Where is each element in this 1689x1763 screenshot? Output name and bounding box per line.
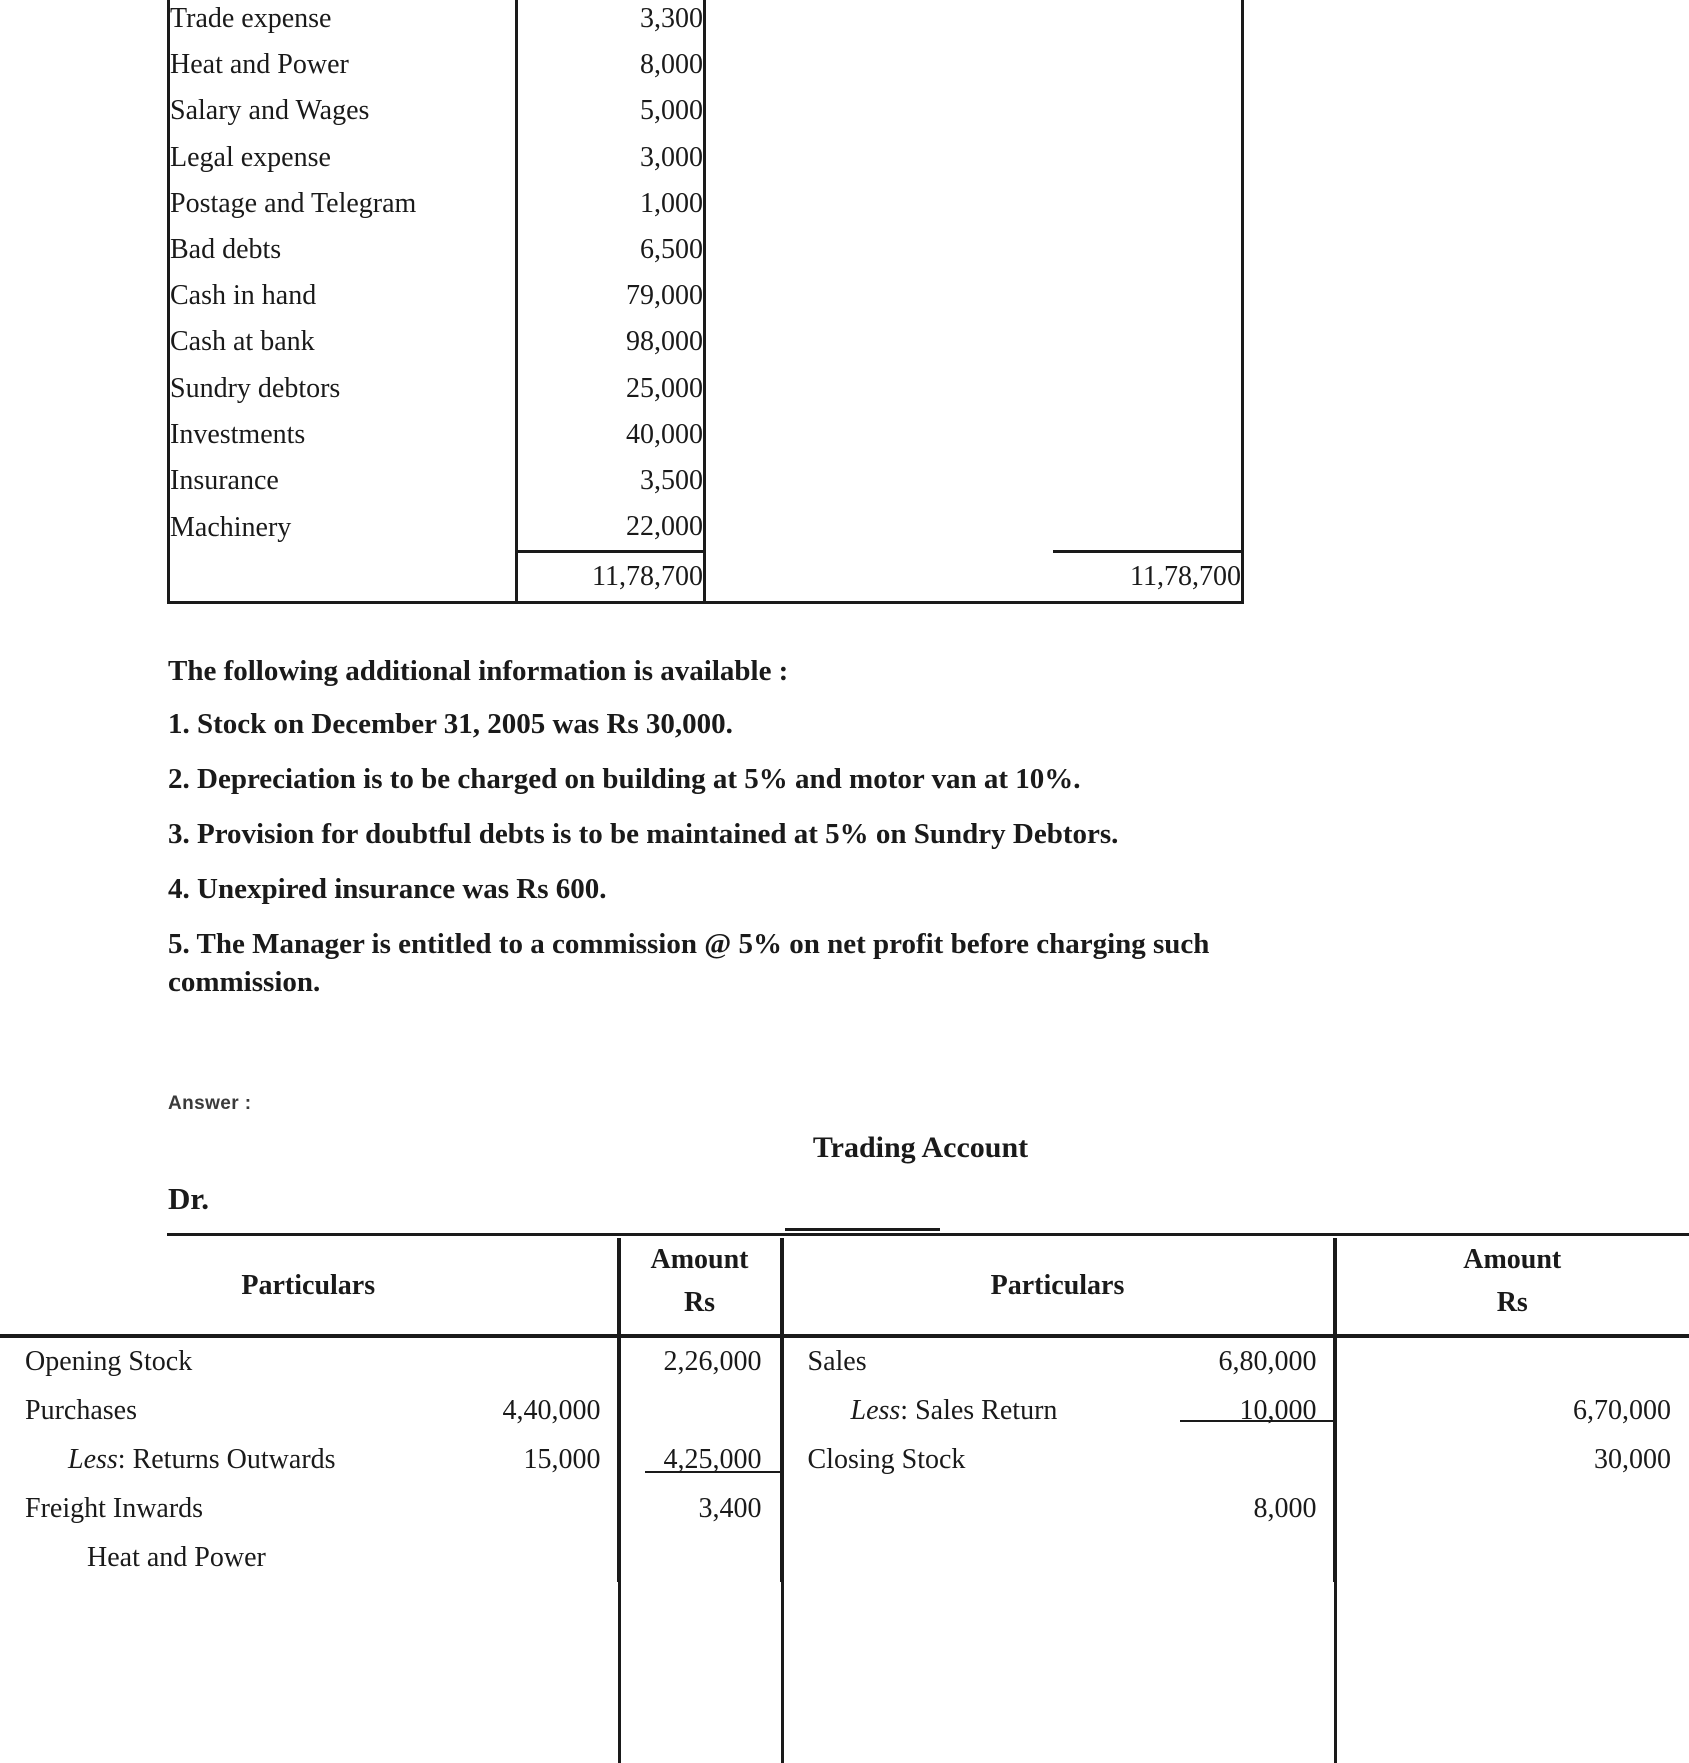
debit-particulars-cell: Less: Returns Outwards 15,000 bbox=[0, 1435, 618, 1484]
debit-particulars-cell: Purchases 4,40,000 bbox=[0, 1386, 618, 1435]
trial-balance-debit-amount: 40,000 bbox=[517, 412, 705, 458]
header-amount-left-currency: Rs bbox=[683, 1287, 716, 1319]
trading-account-table bbox=[0, 1238, 1689, 1582]
trial-balance-credit-name bbox=[705, 227, 1053, 273]
debit-amount-cell: 4,25,000 bbox=[618, 1435, 781, 1484]
trial-balance-credit-name bbox=[705, 42, 1053, 88]
table-row bbox=[169, 227, 1243, 273]
trial-balance-debit-amount: 3,500 bbox=[517, 458, 705, 504]
debit-particulars-cell: Opening Stock bbox=[0, 1335, 618, 1386]
header-amount-left-word: Amount bbox=[650, 1244, 749, 1275]
trial-balance-credit-amount bbox=[1053, 135, 1243, 181]
trial-balance-credit-amount bbox=[1053, 366, 1243, 412]
additional-info-item-3: 3. Provision for doubtful debts is to be maintained at 5% on Sundry Debtors. bbox=[168, 818, 1119, 851]
header-particulars-left: Particulars bbox=[0, 1238, 618, 1335]
trial-balance-total-row bbox=[169, 552, 1243, 603]
additional-info-item-1: 1. Stock on December 31, 2005 was Rs 30,000. bbox=[168, 708, 733, 740]
trial-balance-credit-amount bbox=[1053, 227, 1243, 273]
table-row bbox=[169, 273, 1243, 319]
total-credit-label bbox=[705, 552, 1053, 603]
credit-inner-amount: 6,80,000 bbox=[1218, 1345, 1317, 1377]
column-divider-2 bbox=[781, 1238, 784, 1763]
header-particulars-right: Particulars bbox=[781, 1238, 1334, 1335]
trial-balance-item-name: Salary and Wages bbox=[169, 88, 517, 134]
credit-particulars-cell: Less: Sales Return 10,000 bbox=[781, 1386, 1334, 1435]
additional-info-heading: The following additional information is available : bbox=[168, 655, 789, 687]
less-prefix: Less bbox=[850, 1394, 901, 1426]
trial-balance-credit-amount bbox=[1053, 88, 1243, 134]
trial-balance-item-name: Trade expense bbox=[169, 0, 517, 42]
trading-account-row bbox=[0, 1386, 1689, 1435]
table-row bbox=[169, 42, 1243, 88]
trading-account-header-row bbox=[0, 1238, 1689, 1335]
table-row bbox=[169, 181, 1243, 227]
credit-particulars-cell: Closing Stock bbox=[781, 1435, 1334, 1484]
trial-balance-debit-amount: 8,000 bbox=[517, 42, 705, 88]
trial-balance-debit-amount: 3,000 bbox=[517, 135, 705, 181]
trading-account-grid bbox=[0, 1238, 1689, 1582]
table-row bbox=[169, 319, 1243, 365]
credit-amount-cell bbox=[1334, 1335, 1689, 1386]
additional-information-block bbox=[168, 655, 1288, 1019]
table-row bbox=[169, 504, 1243, 552]
table-row bbox=[169, 135, 1243, 181]
trading-account-row bbox=[0, 1484, 1689, 1533]
trial-balance-item-name: Sundry debtors bbox=[169, 366, 517, 412]
trial-balance-credit-amount bbox=[1053, 458, 1243, 504]
credit-particulars-cell bbox=[781, 1484, 1334, 1533]
credit-amount-cell bbox=[1334, 1533, 1689, 1582]
trading-account-row bbox=[0, 1335, 1689, 1386]
purchases-subtotal-underline bbox=[645, 1471, 781, 1473]
credit-inner-amount: 8,000 bbox=[1253, 1492, 1317, 1524]
trial-balance-credit-name bbox=[705, 0, 1053, 42]
debit-amount-cell bbox=[618, 1386, 781, 1435]
trading-account-title: Trading Account bbox=[812, 1131, 1029, 1164]
trial-balance-item-name: Investments bbox=[169, 412, 517, 458]
column-divider-1 bbox=[618, 1238, 621, 1763]
credit-inner-amount: 10,000 bbox=[1239, 1394, 1317, 1426]
trial-balance-grid bbox=[167, 0, 1244, 604]
additional-info-item-5: 5. The Manager is entitled to a commission @ 5% on net profit before charging such commission. bbox=[168, 928, 1210, 998]
trial-balance-credit-amount bbox=[1053, 273, 1243, 319]
trial-balance-credit-amount bbox=[1053, 42, 1243, 88]
additional-info-item-2: 2. Depreciation is to be charged on building at 5% and motor van at 10%. bbox=[168, 763, 1081, 796]
trial-balance-credit-name bbox=[705, 181, 1053, 227]
header-amount-left bbox=[618, 1238, 781, 1335]
credit-amount-cell bbox=[1334, 1484, 1689, 1533]
debit-amount-cell: 3,400 bbox=[618, 1484, 781, 1533]
trial-balance-debit-amount: 79,000 bbox=[517, 273, 705, 319]
header-amount-right-currency: Rs bbox=[1496, 1287, 1528, 1319]
debit-particulars-cell: Heat and Power bbox=[0, 1533, 618, 1582]
debit-particulars-cell: Freight Inwards bbox=[0, 1484, 618, 1533]
trial-balance-debit-amount: 5,000 bbox=[517, 88, 705, 134]
trial-balance-credit-name bbox=[705, 135, 1053, 181]
trial-balance-item-name: Machinery bbox=[169, 504, 517, 552]
trial-balance-credit-amount bbox=[1053, 504, 1243, 552]
column-divider-3 bbox=[1334, 1238, 1337, 1763]
table-row bbox=[169, 366, 1243, 412]
trial-balance-credit-name bbox=[705, 273, 1053, 319]
debit-amount-cell bbox=[618, 1533, 781, 1582]
table-top-rule bbox=[167, 1233, 1689, 1236]
additional-info-item-4: 4. Unexpired insurance was Rs 600. bbox=[168, 873, 607, 906]
trial-balance-table bbox=[167, 0, 1241, 604]
table-row bbox=[169, 88, 1243, 134]
less-prefix: Less bbox=[68, 1443, 118, 1475]
trial-balance-debit-amount: 22,000 bbox=[517, 504, 705, 552]
debit-inner-amount: 15,000 bbox=[523, 1443, 601, 1475]
debit-side-label: Dr. bbox=[168, 1181, 210, 1216]
trial-balance-credit-name bbox=[705, 366, 1053, 412]
sales-subtotal-underline bbox=[1180, 1420, 1334, 1422]
trial-balance-item-name: Cash in hand bbox=[169, 273, 517, 319]
total-debit-amount: 11,78,700 bbox=[517, 552, 705, 603]
table-row bbox=[169, 0, 1243, 42]
trial-balance-credit-name bbox=[705, 412, 1053, 458]
trial-balance-item-name: Insurance bbox=[169, 458, 517, 504]
debit-amount-cell: 2,26,000 bbox=[618, 1335, 781, 1386]
trial-balance-credit-amount bbox=[1053, 181, 1243, 227]
trial-balance-credit-name bbox=[705, 88, 1053, 134]
total-label bbox=[169, 552, 517, 603]
answer-label: Answer : bbox=[168, 1093, 252, 1114]
trial-balance-credit-amount bbox=[1053, 319, 1243, 365]
trial-balance-item-name: Heat and Power bbox=[169, 42, 517, 88]
trial-balance-debit-amount: 25,000 bbox=[517, 366, 705, 412]
credit-amount-cell: 6,70,000 bbox=[1573, 1394, 1671, 1426]
trial-balance-credit-amount bbox=[1053, 412, 1243, 458]
table-top-rule-segment bbox=[785, 1228, 940, 1231]
trial-balance-debit-amount: 1,000 bbox=[517, 181, 705, 227]
trial-balance-item-name: Legal expense bbox=[169, 135, 517, 181]
trading-account-row bbox=[0, 1533, 1689, 1582]
trial-balance-credit-name bbox=[705, 319, 1053, 365]
trial-balance-item-name: Postage and Telegram bbox=[169, 181, 517, 227]
credit-particulars-cell: Sales 6,80,000 bbox=[781, 1335, 1334, 1386]
credit-amount-cell: 30,000 bbox=[1594, 1443, 1671, 1475]
debit-inner-amount: 4,40,000 bbox=[502, 1394, 601, 1426]
trial-balance-item-name: Bad debts bbox=[169, 227, 517, 273]
trial-balance-credit-amount bbox=[1053, 0, 1243, 42]
trial-balance-credit-name bbox=[705, 504, 1053, 552]
header-amount-right-word: Amount bbox=[1463, 1244, 1562, 1275]
trial-balance-credit-name bbox=[705, 458, 1053, 504]
table-row bbox=[169, 458, 1243, 504]
trial-balance-debit-amount: 3,300 bbox=[517, 0, 705, 42]
trading-account-row bbox=[0, 1435, 1689, 1484]
header-amount-right bbox=[1334, 1238, 1689, 1335]
total-credit-amount: 11,78,700 bbox=[1053, 552, 1243, 603]
trial-balance-debit-amount: 6,500 bbox=[517, 227, 705, 273]
header-bottom-rule bbox=[0, 1335, 1689, 1338]
credit-particulars-cell bbox=[781, 1533, 1334, 1582]
table-row bbox=[169, 412, 1243, 458]
trial-balance-item-name: Cash at bank bbox=[169, 319, 517, 365]
trial-balance-debit-amount: 98,000 bbox=[517, 319, 705, 365]
